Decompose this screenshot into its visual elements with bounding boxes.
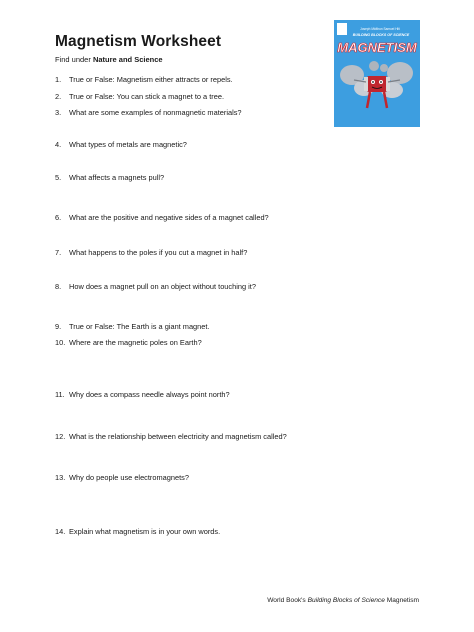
- question-number: 3.: [55, 108, 62, 117]
- question-number: 11.: [55, 390, 65, 399]
- footer-suffix: Magnetism: [384, 597, 419, 604]
- question-number: 4.: [55, 140, 62, 149]
- question-number: 12.: [55, 432, 66, 441]
- question-number: 9.: [55, 322, 62, 331]
- question-5: [55, 173, 164, 182]
- question-text: True or False: Magnetism either attracts or repels.: [69, 75, 233, 84]
- question-4: [55, 140, 187, 149]
- subtitle-prefix: Find under: [55, 55, 93, 64]
- question-number: 10.: [55, 338, 66, 347]
- question-number: 1.: [55, 75, 62, 84]
- question-text: True or False: You can stick a magnet to a tree.: [69, 92, 225, 101]
- question-text: What affects a magnets pull?: [69, 173, 165, 182]
- question-number: 7.: [55, 248, 62, 257]
- question-text: What types of metals are magnetic?: [69, 140, 187, 149]
- question-text: Explain what magnetism is in your own words.: [69, 527, 221, 536]
- question-text: True or False: The Earth is a giant magnet.: [69, 322, 210, 331]
- question-text: What happens to the poles if you cut a magnet in half?: [69, 248, 248, 257]
- question-text: How does a magnet pull on an object without touching it?: [69, 282, 256, 291]
- question-14: [55, 527, 220, 536]
- footer-prefix: World Book's: [267, 597, 308, 604]
- worksheet-subtitle: [55, 55, 163, 64]
- question-6: [55, 213, 269, 222]
- cover-badge: [337, 23, 347, 35]
- question-3: [55, 108, 242, 117]
- question-text: What is the relationship between electricity and magnetism called?: [69, 432, 287, 441]
- footer-credit: [267, 597, 419, 604]
- cover-series: BUILDING BLOCKS OF SCIENCE: [352, 33, 410, 37]
- question-13: [55, 473, 189, 482]
- question-text: What are some examples of nonmagnetic materials?: [69, 108, 242, 117]
- question-2: [55, 92, 224, 101]
- question-1: [55, 75, 233, 84]
- question-number: 13.: [55, 473, 66, 482]
- question-10: [55, 338, 202, 347]
- question-text: Why do people use electromagnets?: [69, 473, 189, 482]
- cover-authors: Joseph Midthun Samuel Hiti: [360, 27, 400, 31]
- question-number: 6.: [55, 213, 62, 222]
- cover-title: MAGNETISM: [337, 40, 417, 55]
- question-11: [55, 390, 230, 399]
- question-number: 2.: [55, 92, 62, 101]
- subtitle-category: Nature and Science: [92, 55, 163, 64]
- question-number: 8.: [55, 282, 62, 291]
- question-text: Why does a compass needle always point north?: [69, 390, 230, 399]
- worksheet-title: Magnetism Worksheet: [55, 33, 222, 50]
- question-text: Where are the magnetic poles on Earth?: [69, 338, 202, 347]
- question-8: [55, 282, 256, 291]
- question-12: [55, 432, 287, 441]
- book-cover: [334, 20, 420, 127]
- question-text: What are the positive and negative sides of a magnet called?: [69, 213, 269, 222]
- question-number: 5.: [55, 173, 62, 182]
- footer-series: Building Blocks of Science: [307, 597, 385, 604]
- question-7: [55, 248, 247, 257]
- question-number: 14.: [55, 527, 66, 536]
- question-9: [55, 322, 210, 331]
